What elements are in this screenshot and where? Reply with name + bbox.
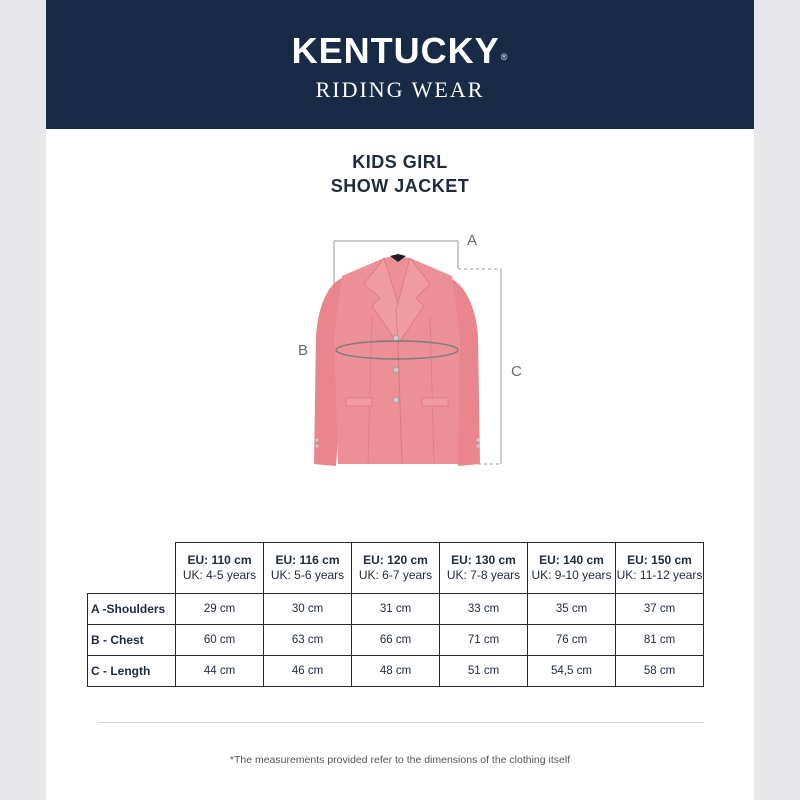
table-cell: 81 cm bbox=[616, 625, 704, 656]
table-cell: 29 cm bbox=[176, 594, 264, 625]
table-cell: 66 cm bbox=[352, 625, 440, 656]
jacket-illustration bbox=[46, 226, 754, 476]
brand-name: KENTUCKY bbox=[291, 30, 500, 71]
registered-mark: ® bbox=[500, 52, 509, 62]
table-cell: 71 cm bbox=[440, 625, 528, 656]
table-cell: 35 cm bbox=[528, 594, 616, 625]
table-cell: 54,5 cm bbox=[528, 656, 616, 687]
size-chart-page bbox=[46, 0, 754, 800]
product-title bbox=[46, 150, 754, 198]
divider bbox=[98, 722, 704, 723]
table-corner bbox=[88, 543, 176, 594]
jacket-shape bbox=[314, 254, 480, 466]
table-cell: 60 cm bbox=[176, 625, 264, 656]
measurement-footnote: *The measurements provided refer to the dimensions of the clothing itself bbox=[229, 754, 571, 766]
size-col-header: EU: 130 cm UK: 7-8 years bbox=[440, 543, 528, 594]
product-title-line2: SHOW JACKET bbox=[330, 176, 470, 196]
table-cell: 46 cm bbox=[264, 656, 352, 687]
size-col-header: EU: 116 cm UK: 5-6 years bbox=[264, 543, 352, 594]
table-row bbox=[88, 625, 704, 656]
table-cell: 33 cm bbox=[440, 594, 528, 625]
brand-subtitle: RIDING WEAR bbox=[315, 77, 485, 102]
label-b: B bbox=[298, 342, 309, 359]
row-label-length: C - Length bbox=[88, 656, 176, 687]
table-cell: 58 cm bbox=[616, 656, 704, 687]
jacket-measurement-figure bbox=[46, 226, 754, 476]
size-table-header-row bbox=[88, 543, 704, 594]
table-cell: 44 cm bbox=[176, 656, 264, 687]
size-col-header: EU: 140 cm UK: 9-10 years bbox=[528, 543, 616, 594]
table-cell: 31 cm bbox=[352, 594, 440, 625]
row-label-chest: B - Chest bbox=[88, 625, 176, 656]
brand-logo bbox=[46, 32, 754, 102]
size-col-header: EU: 120 cm UK: 6-7 years bbox=[352, 543, 440, 594]
table-cell: 51 cm bbox=[440, 656, 528, 687]
table-cell: 48 cm bbox=[352, 656, 440, 687]
label-a: A bbox=[467, 232, 478, 249]
table-row bbox=[88, 656, 704, 687]
table-cell: 30 cm bbox=[264, 594, 352, 625]
table-cell: 76 cm bbox=[528, 625, 616, 656]
table-cell: 63 cm bbox=[264, 625, 352, 656]
size-col-header: EU: 110 cm UK: 4-5 years bbox=[176, 543, 264, 594]
brand-header bbox=[46, 0, 754, 129]
row-label-shoulders: A -Shoulders bbox=[88, 594, 176, 625]
table-cell: 37 cm bbox=[616, 594, 704, 625]
product-title-line1: KIDS GIRL bbox=[352, 152, 448, 172]
label-c: C bbox=[511, 363, 522, 380]
size-table bbox=[87, 542, 704, 687]
table-row bbox=[88, 594, 704, 625]
size-col-header: EU: 150 cm UK: 11-12 years bbox=[616, 543, 704, 594]
